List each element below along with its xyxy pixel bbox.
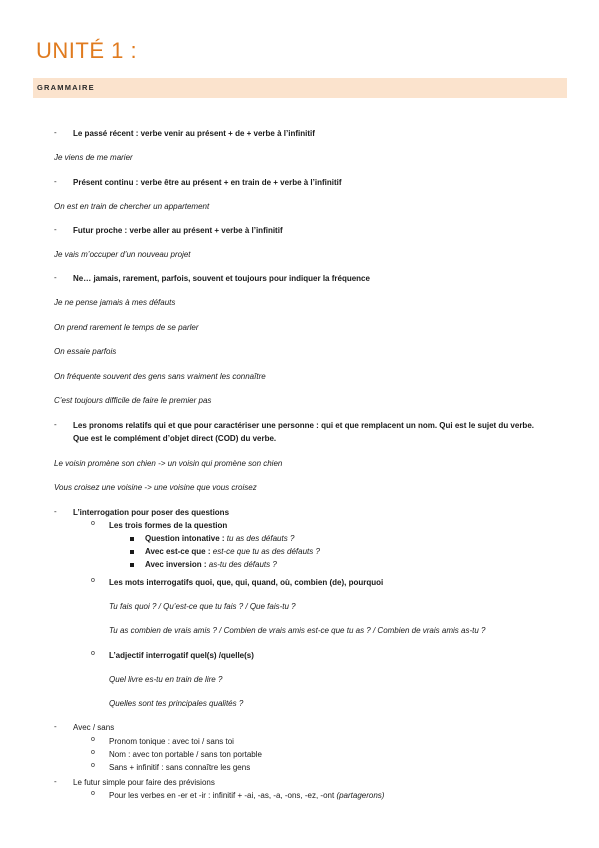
example-interrogatif: Tu fais quoi ? / Qu’est-ce que tu fais ? / Que fais-tu ?	[109, 602, 296, 611]
dash-bullet: -	[54, 225, 57, 234]
rule-present-continu: Présent continu : verbe être au présent + en train de + verbe à l’infinitif	[73, 178, 342, 187]
question-inversion-label: Avec inversion :	[145, 560, 207, 569]
circle-bullet: o	[91, 577, 95, 584]
example-relatif: Vous croisez une voisine -> une voisine que vous croisez	[54, 483, 257, 492]
dash-bullet: -	[54, 128, 57, 137]
sub-pronom-tonique: Pronom tonique : avec toi / sans toi	[109, 737, 234, 746]
circle-bullet: o	[91, 790, 95, 797]
circle-bullet: o	[91, 762, 95, 769]
section-header	[33, 78, 567, 98]
example-frequence: Je ne pense jamais à mes défauts	[54, 298, 176, 307]
circle-bullet: o	[91, 736, 95, 743]
example-present-continu: On est en train de chercher un appartement	[54, 202, 210, 211]
square-bullet	[130, 537, 134, 541]
rule-pronoms-relatifs: Les pronoms relatifs qui et que pour caractériser une personne : qui et que remplacent un nom. Qui est le sujet du verbe.	[73, 421, 534, 430]
sub-trois-formes: Les trois formes de la question	[109, 521, 228, 530]
rule-avec-sans: Avec / sans	[73, 723, 115, 732]
dash-bullet: -	[54, 507, 57, 516]
section-title: GRAMMAIRE	[37, 83, 95, 92]
dash-bullet: -	[54, 273, 57, 282]
example-relatif: Le voisin promène son chien -> un voisin qui promène son chien	[54, 459, 283, 468]
rule-interrogation: L’interrogation pour poser des questions	[73, 508, 230, 517]
sub-mots-interrogatifs: Les mots interrogatifs quoi, que, qui, quand, où, combien (de), pourquoi	[109, 578, 384, 587]
sub-nom: Nom : avec ton portable / sans ton portable	[109, 750, 262, 759]
verbes-er-ir-example: (partagerons)	[336, 791, 385, 800]
example-adjectif: Quel livre es-tu en train de lire ?	[109, 675, 223, 684]
example-frequence: On fréquente souvent des gens sans vraiment les connaître	[54, 372, 266, 381]
sub-adjectif-interrogatif: L’adjectif interrogatif quel(s) /quelle(s)	[109, 651, 254, 660]
example-frequence: On prend rarement le temps de se parler	[54, 323, 199, 332]
circle-bullet: o	[91, 650, 95, 657]
sub-verbes-er-ir	[109, 790, 384, 801]
example-adjectif: Quelles sont tes principales qualités ?	[109, 699, 244, 708]
rule-pronoms-relatifs-cont: Que est le complément d’objet direct (COD) du verbe.	[73, 434, 277, 443]
page-title: UNITÉ 1 :	[36, 38, 138, 63]
rule-futur-proche: Futur proche : verbe aller au présent + verbe à l’infinitif	[73, 226, 283, 235]
square-bullet	[130, 550, 134, 554]
rule-passe-recent: Le passé récent : verbe venir au présent + de + verbe à l’infinitif	[73, 129, 315, 138]
example-frequence: C’est toujours difficile de faire le premier pas	[54, 396, 212, 405]
rule-futur-simple: Le futur simple pour faire des prévisions	[73, 778, 215, 787]
dash-bullet: -	[54, 177, 57, 186]
example-passe-recent: Je viens de me marier	[54, 153, 133, 162]
question-est-ce-que-example: est-ce que tu as des défauts ?	[212, 547, 320, 556]
question-intonative	[145, 533, 294, 544]
question-intonative-example: tu as des défauts ?	[226, 534, 295, 543]
square-bullet	[130, 563, 134, 567]
dash-bullet: -	[54, 722, 57, 731]
circle-bullet: o	[91, 520, 95, 527]
question-inversion	[145, 559, 277, 570]
example-interrogatif: Tu as combien de vrais amis ? / Combien de vrais amis est-ce que tu as ? / Combien de vrais amis as-tu ?	[109, 626, 486, 635]
example-futur-proche: Je vais m’occuper d’un nouveau projet	[54, 250, 191, 259]
circle-bullet: o	[91, 749, 95, 756]
verbes-er-ir-rule: Pour les verbes en -er et -ir : infinitif + -ai, -as, -a, -ons, -ez, -ont	[109, 791, 335, 800]
example-frequence: On essaie parfois	[54, 347, 117, 356]
question-intonative-label: Question intonative :	[145, 534, 225, 543]
rule-frequence: Ne… jamais, rarement, parfois, souvent et toujours pour indiquer la fréquence	[73, 274, 370, 283]
dash-bullet: -	[54, 777, 57, 786]
question-est-ce-que-label: Avec est-ce que :	[145, 547, 211, 556]
sub-sans-infinitif: Sans + infinitif : sans connaître les gens	[109, 763, 251, 772]
dash-bullet: -	[54, 420, 57, 429]
question-est-ce-que	[145, 546, 320, 557]
question-inversion-example: as-tu des défauts ?	[208, 560, 277, 569]
